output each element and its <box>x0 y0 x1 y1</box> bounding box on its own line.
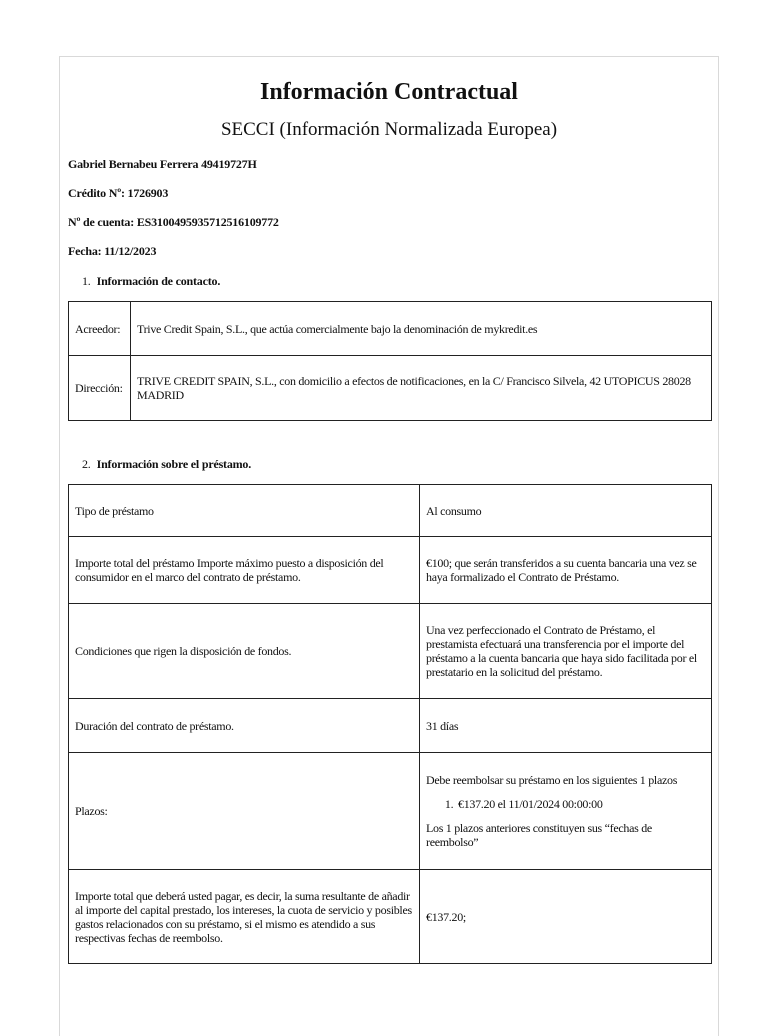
table-row <box>69 699 712 753</box>
table-row <box>69 485 712 537</box>
contact-key: Dirección: <box>69 356 131 421</box>
account-number: Nº de cuenta: ES3100495935712516109772 <box>68 215 279 229</box>
plazos-intro: Debe reembolsar su préstamo en los siguientes 1 plazos <box>426 773 678 787</box>
section-1-number: 1. <box>82 274 91 288</box>
section-2-number: 2. <box>82 457 91 471</box>
plazos-outro: Los 1 plazos anteriores constituyen sus “fechas de reembolso” <box>426 821 652 849</box>
loan-value <box>420 753 712 870</box>
contact-key: Acreedor: <box>69 302 131 356</box>
table-row <box>69 753 712 870</box>
plazos-list <box>426 797 705 811</box>
loan-info-table <box>68 484 712 964</box>
table-row <box>69 870 712 964</box>
section-1-heading <box>82 274 220 289</box>
loan-value: €137.20; <box>420 870 712 964</box>
loan-key: Tipo de préstamo <box>69 485 420 537</box>
loan-key: Duración del contrato de préstamo. <box>69 699 420 753</box>
page-title: Información Contractual <box>260 79 518 105</box>
contact-table <box>68 301 712 421</box>
section-2-label: Información sobre el préstamo. <box>96 457 252 471</box>
table-row <box>69 537 712 604</box>
list-item: 1. €137.20 el 11/01/2024 00:00:00 <box>456 797 705 811</box>
loan-value: Una vez perfeccionado el Contrato de Préstamo, el prestamista efectuará una transferencia por el importe del préstamo a la cuenta bancaria que haya sido facilitada por el prestatario en la solicitud del préstamo. <box>420 604 712 699</box>
loan-key: Importe total del préstamo Importe máximo puesto a disposición del consumidor en el marco del contrato de préstamo. <box>69 537 420 604</box>
section-1-label: Información de contacto. <box>96 274 221 288</box>
contact-value: Trive Credit Spain, S.L., que actúa comercialmente bajo la denominación de mykredit.es <box>131 302 712 356</box>
loan-value: 31 días <box>420 699 712 753</box>
loan-value: Al consumo <box>420 485 712 537</box>
loan-key: Plazos: <box>69 753 420 870</box>
section-2-heading <box>82 457 251 472</box>
loan-key: Importe total que deberá usted pagar, es decir, la suma resultante de añadir al importe del capital prestado, los intereses, la cuota de servicio y posibles gastos relacionados con su préstamo, si el mismo es atendido a sus respectivas fechas de reembolso. <box>69 870 420 964</box>
customer-name: Gabriel Bernabeu Ferrera 49419727H <box>68 157 257 171</box>
loan-key: Condiciones que rigen la disposición de fondos. <box>69 604 420 699</box>
page-subtitle: SECCI (Información Normalizada Europea) <box>220 119 558 140</box>
table-row <box>69 302 712 356</box>
document-page <box>59 56 719 1036</box>
table-row <box>69 604 712 699</box>
credit-number: Crédito Nº: 1726903 <box>68 186 169 200</box>
contact-value: TRIVE CREDIT SPAIN, S.L., con domicilio a efectos de notificaciones, en la C/ Francisco Silvela, 42 UTOPICUS 28028 MADRID <box>131 356 712 421</box>
document-date: Fecha: 11/12/2023 <box>68 244 157 258</box>
table-row <box>69 356 712 421</box>
loan-value: €100; que serán transferidos a su cuenta bancaria una vez se haya formalizado el Contrato de Préstamo. <box>420 537 712 604</box>
